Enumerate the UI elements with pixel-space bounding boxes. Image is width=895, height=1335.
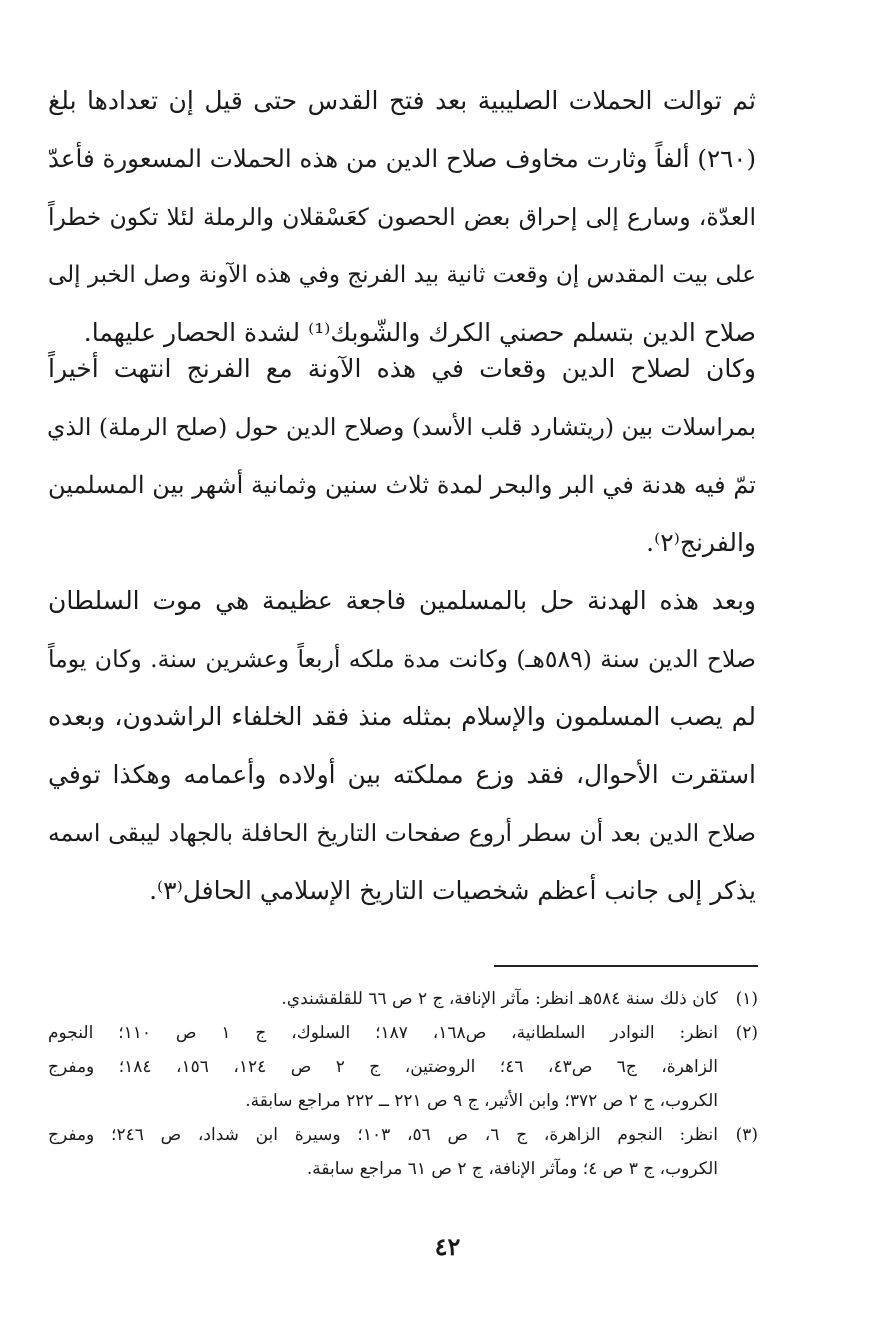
footnote-number: (٢) — [735, 1023, 758, 1043]
paragraph-death — [48, 572, 756, 920]
text-line: صلاح الدين بعد أن سطر أروع صفحات التاريخ الحافلة بالجهاد ليبقى اسمه — [48, 819, 756, 847]
footnote-divider — [494, 965, 758, 967]
text-line: ثم توالت الحملات الصليبية بعد فتح القدس حتى قيل إن تعدادها بلغ — [48, 86, 756, 115]
footnote-line: انظر: النوادر السلطانية، ص١٦٨، ١٨٧؛ السلوك، ج ١ ص ١١٠؛ النجوم — [48, 1023, 718, 1043]
footnote-line: الزاهرة، ج٦ ص٤٣، ٤٦؛ الروضتين، ج ٢ ص ١٢٤، ١٥٦، ١٨٤؛ ومفرج — [48, 1057, 719, 1077]
text-line: بمراسلات بين (ريتشارد قلب الأسد) وصلاح الدين حول (صلح الرملة) الذي — [47, 413, 756, 441]
text-line: يذكر إلى جانب أعظم شخصيات التاريخ الإسلامي الحافل⁽٣⁾. — [149, 876, 756, 905]
text-line: (٢٦٠) ألفاً وثارت مخاوف صلاح الدين من هذه الحملات المسعورة فأعدّ — [48, 144, 756, 173]
text-line: صلاح الدين سنة (٥٨٩هـ) وكانت مدة ملكه أربعاً وعشرين سنة. وكان يوماً — [48, 645, 757, 673]
footnote-number: (٣) — [735, 1125, 758, 1145]
text-line: لم يصب المسلمون والإسلام بمثله منذ فقد الخلفاء الراشدون، وبعده — [48, 702, 756, 731]
footnote-3 — [48, 1118, 758, 1186]
footnote-1 — [48, 982, 758, 1016]
footnote-2 — [48, 1016, 758, 1118]
page-number: ٤٢ — [434, 1232, 461, 1261]
paragraph-truce — [48, 340, 756, 572]
footnote-line: انظر: النجوم الزاهرة، ج ٦، ص ٥٦، ١٠٣؛ وسيرة ابن شداد، ص ٢٤٦؛ ومفرج — [48, 1125, 719, 1145]
text-line: وكان لصلاح الدين وقعات في هذه الآونة مع الفرنج انتهت أخيراً — [48, 354, 756, 383]
footnotes — [48, 982, 758, 1186]
footnote-line: كان ذلك سنة ٥٨٤هـ انظر: مآثر الإنافة، ج ٢ ص ٦٦ للقلقشندي. — [281, 989, 718, 1009]
footnote-number: (١) — [735, 989, 758, 1009]
text-line: تمّ فيه هدنة في البر والبحر لمدة ثلاث سنين وثمانية أشهر بين المسلمين — [48, 471, 756, 499]
footnote-line: الكروب، ج ٣ ص ٤؛ ومآثر الإنافة، ج ٢ ص ٦١ مراجع سابقة. — [306, 1159, 718, 1179]
text-line: صلاح الدين بتسلم حصني الكرك والشّوبك⁽¹⁾ لشدة الحصار عليهما. — [83, 318, 756, 347]
text-line: وبعد هذه الهدنة حل بالمسلمين فاجعة عظيمة هي موت السلطان — [48, 586, 756, 615]
paragraph-crusades — [48, 72, 756, 362]
text-line: على بيت المقدس إن وقعت ثانية بيد الفرنج وفي هذه الآونة وصل الخبر إلى — [48, 262, 756, 288]
text-line: استقرت الأحوال، فقد وزع مملكته بين أولاده وأعمامه وهكذا توفي — [48, 760, 756, 789]
text-line: والفرنج⁽٢⁾. — [646, 528, 756, 557]
footnote-line: الكروب، ج ٢ ص ٣٧٢؛ وابن الأثير، ج ٩ ص ٢٢١ ــ ٢٢٢ مراجع سابقة. — [245, 1091, 718, 1111]
text-line: العدّة، وسارع إلى إحراق بعض الحصون كعَسْقلان والرملة لئلا تكون خطراً — [48, 203, 756, 231]
